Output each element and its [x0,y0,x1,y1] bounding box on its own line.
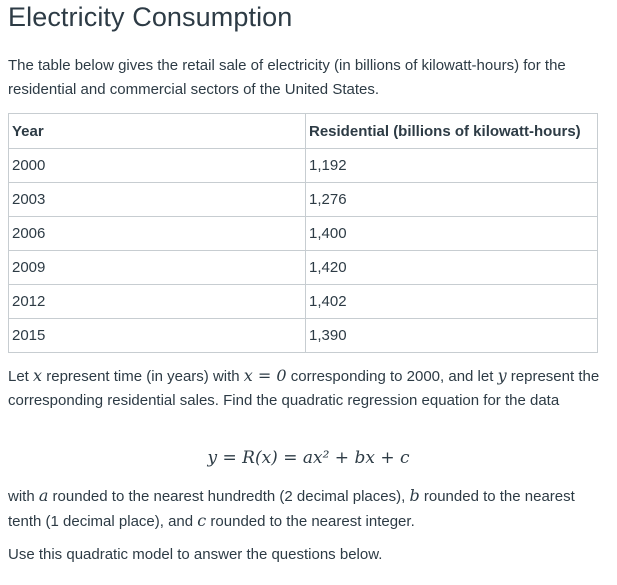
text-segment: represent time (in years) with [42,368,244,385]
table-row [9,319,598,353]
text-segment: rounded to the nearest hundredth (2 decimal places), [48,488,410,505]
text-segment: rounded to the nearest tenth (1 decimal place), and [8,488,575,530]
text-segment: with [8,488,39,505]
text-segment: corresponding to 2000, and let [286,368,498,385]
variables-paragraph [8,364,610,413]
header-residential: Residential (billions of kilowatt-hours) [306,114,598,149]
table-header-row [9,114,598,149]
cell-year: 2009 [9,251,306,285]
table-row [9,217,598,251]
cell-year: 2006 [9,217,306,251]
text-segment: rounded to the nearest integer. [206,513,415,530]
cell-residential: 1,390 [306,319,598,353]
math-variable-a: a [38,486,49,505]
table-row [9,183,598,217]
math-variable-x: x [33,366,43,385]
cell-year: 2012 [9,285,306,319]
cell-residential: 1,400 [306,217,598,251]
cell-residential: 1,192 [306,149,598,183]
regression-equation: y = R(x) = ax² + bx + c [207,448,410,468]
table-row [9,285,598,319]
text-segment: Let [8,368,34,385]
cell-year: 2000 [9,149,306,183]
cell-residential: 1,420 [306,251,598,285]
math-variable-y: y [497,366,507,385]
math-x-equals-zero: x = 0 [243,366,287,385]
math-variable-c: c [197,511,207,530]
math-variable-b: b [409,486,420,505]
cell-residential: 1,402 [306,285,598,319]
cell-year: 2003 [9,183,306,217]
consumption-table [8,113,598,353]
cell-year: 2015 [9,319,306,353]
intro-text: The table below gives the retail sale of electricity (in billions of kilowatt-hours) for the residential and commercial sectors of the United States. [8,57,566,98]
rounding-paragraph [8,484,610,534]
header-year: Year [9,114,306,149]
instructions-paragraph: Use this quadratic model to answer the questions below. [8,546,383,563]
table-row [9,251,598,285]
page-title: Electricity Consumption [8,2,293,32]
cell-residential: 1,276 [306,183,598,217]
text-segment: represent the corresponding residential sales. Find the quadratic regression equation for the data [8,368,600,409]
table-row [9,149,598,183]
